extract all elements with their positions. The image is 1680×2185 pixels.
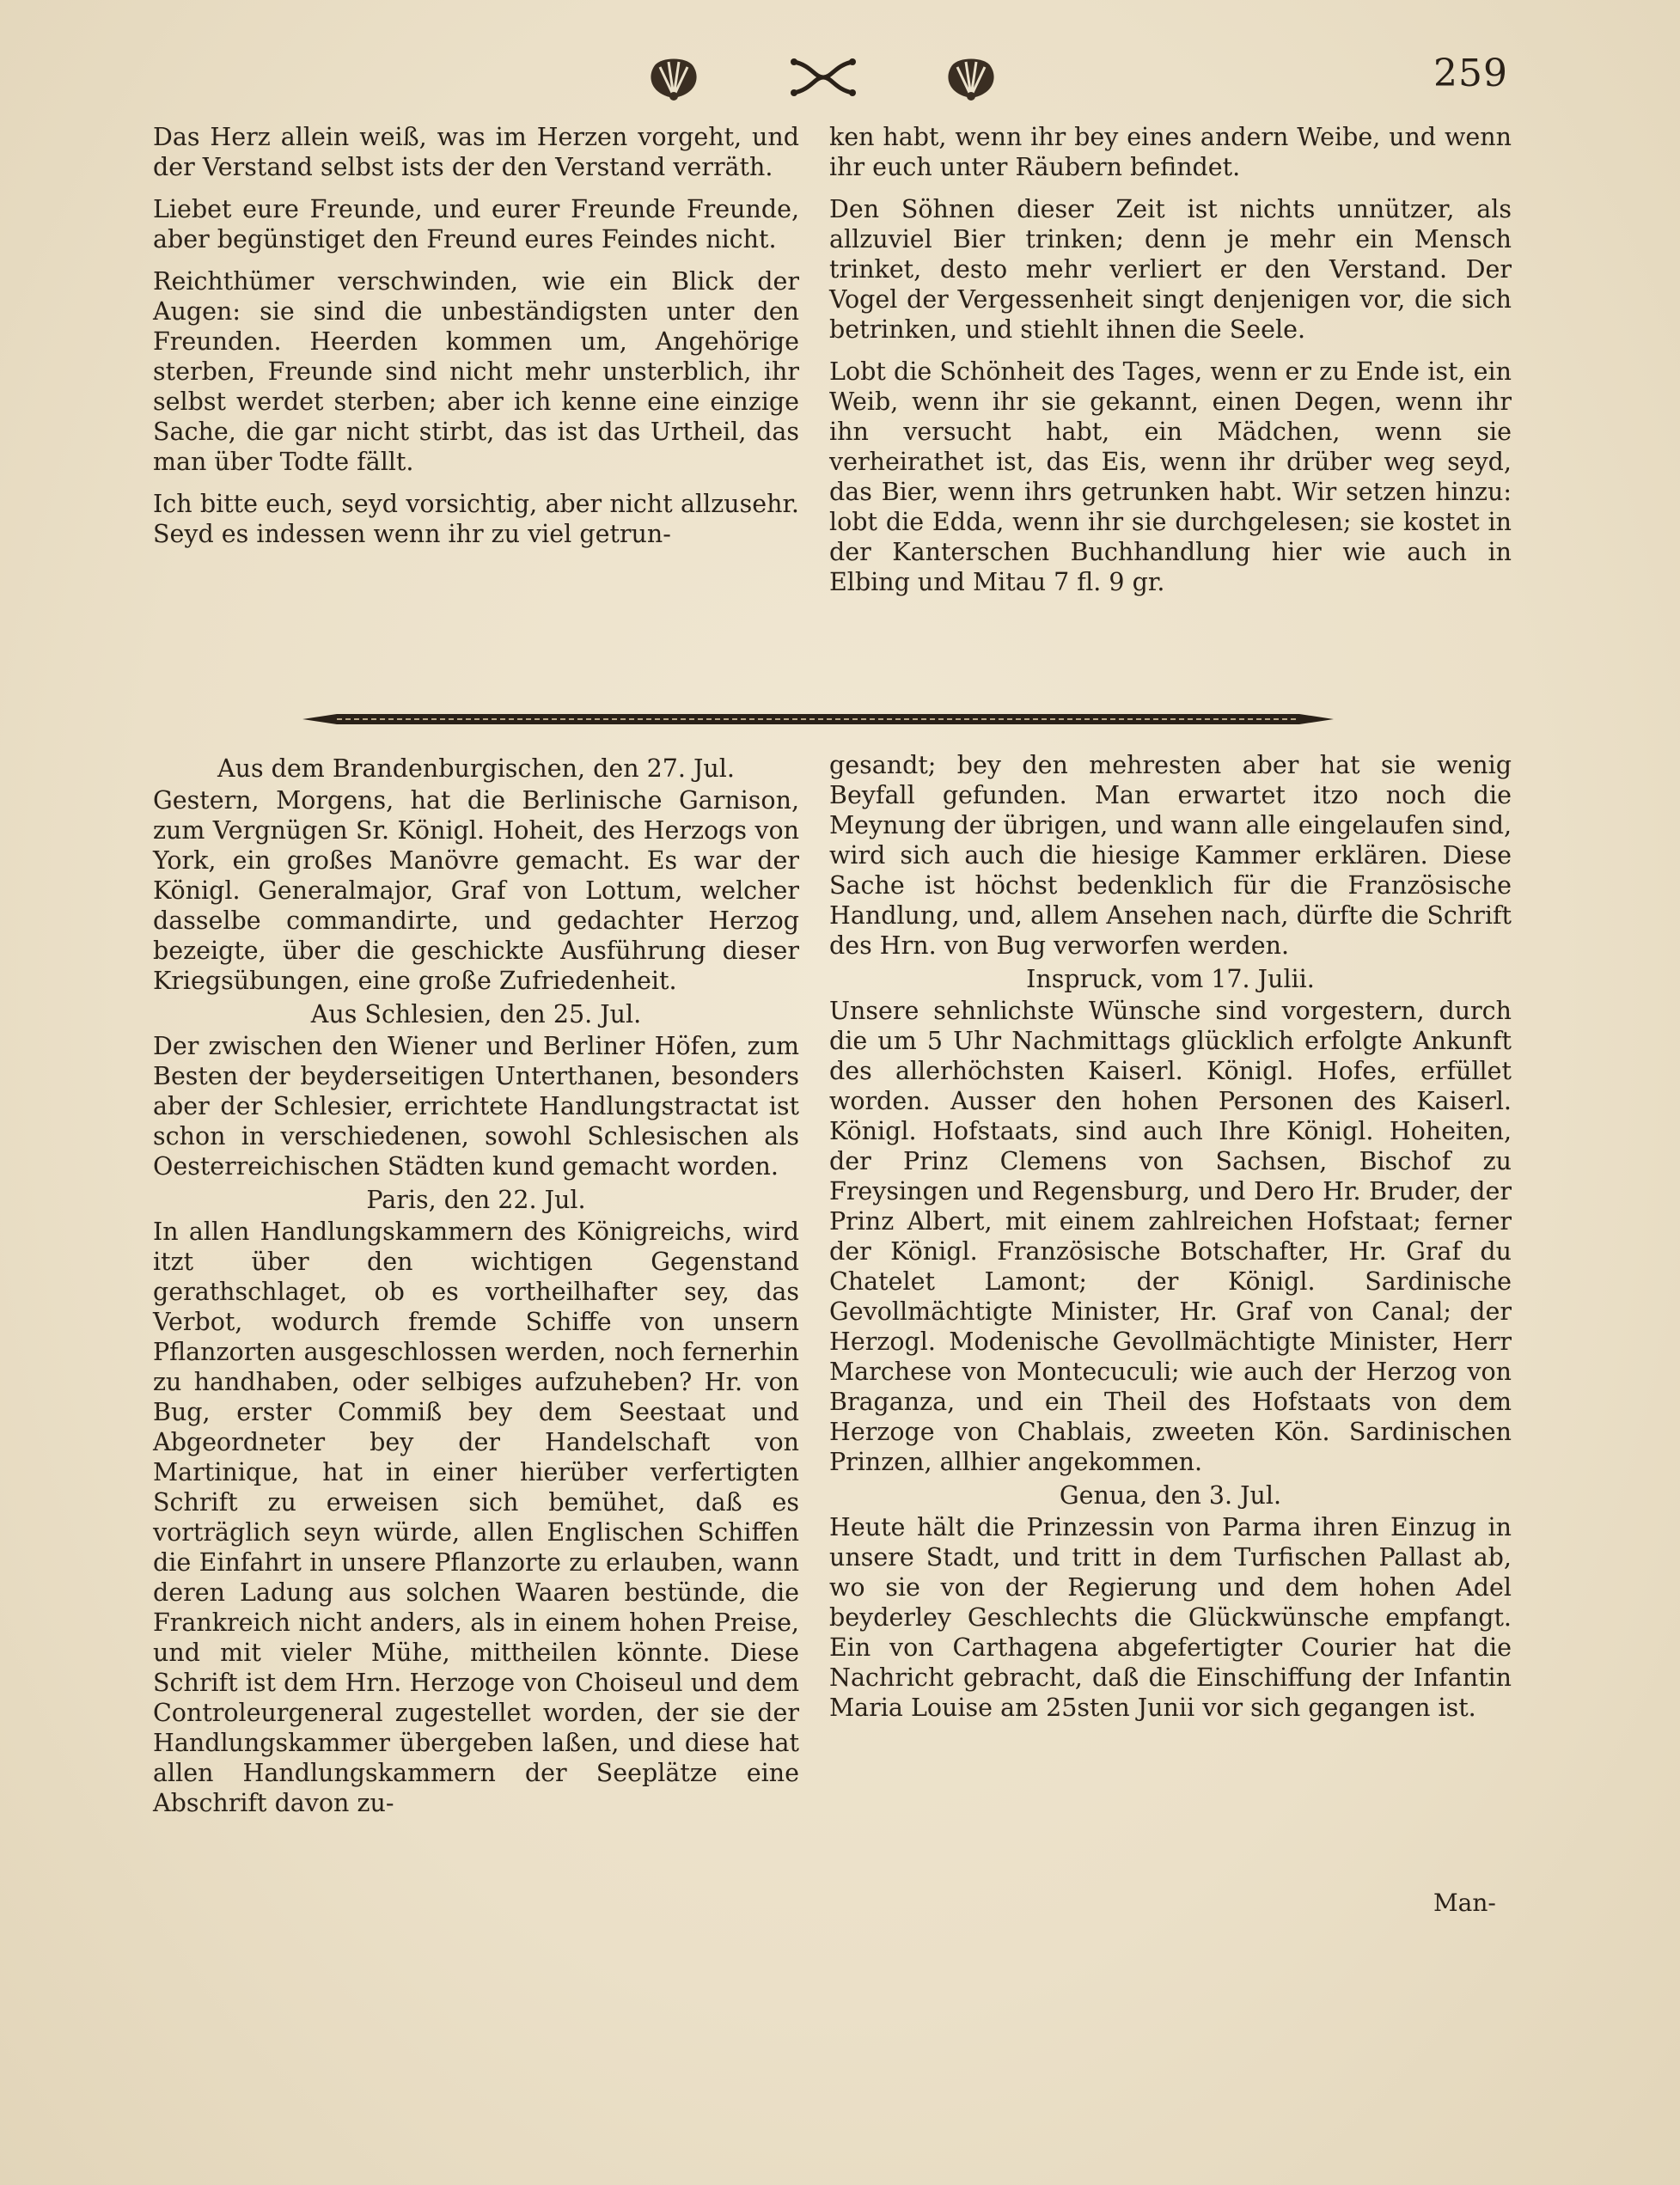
scroll-ornament-icon: [789, 53, 858, 101]
dateline: Genua, den 3. Jul.: [1059, 1481, 1282, 1510]
article-text: In allen Handlungskammern des Königreichs, wird itzt über den wichtigen Gegenstand gerathschlaget, ob es vortheilhafter sey, das Verbot, wodurch fremde Schiffe von unsern Pflanzorten ausgeschlossen werden, noch fernerhin zu handhaben, oder selbiges aufzuheben? Hr. von Bug, erster Commiß bey dem Seestaat und Abgeordneter bey der Handelschaft von Martinique, hat in einer hierüber verfertigten Schrift zu erweisen sich bemühet, daß es vorträglich seyn würde, allen Englischen Schiffen die Einfahrt in unsere Pflanzorte zu erlauben, wann deren Ladung aus solchen Waaren bestünde, die Frankreich nicht anders, als in einem hohen Preise, und mit vieler Mühe, mittheilen könnte. Diese Schrift ist dem Hrn. Herzoge von Choiseul und dem Controleurgeneral zugestellet worden, der sie der Handlungskammer übergeben laßen, und diese hat allen Handlungskammern der Seeplätze eine Abschrift davon zu-: [153, 1218, 799, 1817]
paragraph: Das Herz allein weiß, was im Herzen vorgeht, und der Verstand selbst ists der den Verstand verräth.: [153, 123, 799, 181]
section-divider: [302, 710, 1334, 729]
top-left-column: [153, 122, 799, 561]
page-number: 259: [1433, 52, 1508, 95]
dateline: Aus dem Brandenburgischen, den 27. Jul.: [217, 754, 735, 783]
paragraph: Den Söhnen dieser Zeit ist nichts unnützer, als allzuviel Bier trinken; denn je mehr ein Mensch trinket, desto mehr verliert er den Verstand. Der Vogel der Vergessenheit singt denjenigen vor, die sich betrinken, und stiehlt ihnen die Seele.: [829, 195, 1512, 344]
bottom-right-column: [829, 750, 1512, 1723]
catchword: Man-: [1433, 1889, 1496, 1917]
dateline: Aus Schlesien, den 25. Jul.: [310, 1000, 642, 1028]
article-text: Gestern, Morgens, hat die Berlinische Garnison, zum Vergnügen Sr. Königl. Hoheit, des Herzogs von York, ein großes Manövre gemacht. Es war der Königl. Generalmajor, Graf von Lottum, welcher dasselbe commandirte, und gedachter Herzog bezeigte, über die geschickte Ausführung dieser Kriegsübungen, eine große Zufriedenheit.: [153, 786, 799, 995]
paragraph: Ich bitte euch, seyd vorsichtig, aber nicht allzusehr. Seyd es indessen wenn ihr zu viel getrun-: [153, 490, 799, 548]
top-right-column: [829, 122, 1512, 609]
article-text: Unsere sehnlichste Wünsche sind vorgestern, durch die um 5 Uhr Nachmittags glücklich erfolgte Ankunft des allerhöchsten Kaiserl. Königl. Hofes, erfüllet worden. Ausser den hohen Personen des Kaiserl. Königl. Hofstaats, sind auch Ihre Königl. Hoheiten, der Prinz Clemens von Sachsen, Bischof zu Freysingen und Regensburg, und Dero Hr. Bruder, der Prinz Albert, mit einem zahlreichen Hofstaat; ferner der Königl. Französische Botschafter, Hr. Graf du Chatelet Lamont; der Königl. Sardinische Gevollmächtigte Minister, Hr. Graf von Canal; der Herzogl. Modenische Gevollmächtigte Minister, Herr Marchese von Montecuculi; wie auch der Herzog von Braganza, und ein Theil des Hofstaats von dem Herzoge von Chablais, zweeten Kön. Sardinischen Prinzen, allhier angekommen.: [829, 997, 1512, 1476]
bottom-left-column: [153, 750, 799, 1818]
shell-ornament-icon: [643, 53, 705, 101]
article-text: Heute hält die Prinzessin von Parma ihren Einzug in unsere Stadt, und tritt in dem Turfischen Pallast ab, wo sie von der Regierung und dem hohen Adel beyderley Geschlechts die Glückwünsche empfangt. Ein von Carthagena abgefertigter Courier hat die Nachricht gebracht, daß die Einschiffung der Infantin Maria Louise am 25sten Junii vor sich gegangen ist.: [829, 1513, 1512, 1722]
paragraph: ken habt, wenn ihr bey eines andern Weibe, und wenn ihr euch unter Räubern befindet.: [829, 123, 1512, 181]
paragraph: Liebet eure Freunde, und eurer Freunde Freunde, aber begünstiget den Freund eures Feindes nicht.: [153, 195, 799, 253]
article-text: gesandt; bey den mehresten aber hat sie wenig Beyfall gefunden. Man erwartet itzo noch die Meynung der übrigen, und wann alle eingelaufen sind, wird sich auch die hiesige Kammer erklären. Diese Sache ist höchst bedenklich für die Französische Handlung, und, allem Ansehen nach, dürfte die Schrift des Hrn. von Bug verworfen werden.: [829, 751, 1512, 960]
shell-ornament-icon: [940, 53, 1002, 101]
dateline: Paris, den 22. Jul.: [366, 1186, 586, 1214]
article-text: Der zwischen den Wiener und Berliner Höfen, zum Besten der beyderseitigen Unterthanen, besonders aber der Schlesier, errichtete Handlungstractat ist schon in verschiedenen, sowohl Schlesischen als Oesterreichischen Städten kund gemacht worden.: [153, 1032, 799, 1181]
paragraph: Reichthümer verschwinden, wie ein Blick der Augen: sie sind die unbeständigsten unter den Freunden. Heerden kommen um, Angehörige sterben, Freunde sind nicht mehr unsterblich, ihr selbst werdet sterben; aber ich kenne eine einzige Sache, die gar nicht stirbt, das ist das Urtheil, das man über Todte fällt.: [153, 267, 799, 476]
dateline: Inspruck, vom 17. Julii.: [1026, 965, 1315, 993]
paragraph: Lobt die Schönheit des Tages, wenn er zu Ende ist, ein Weib, wenn ihr sie gekannt, einen Degen, wenn ihr ihn versucht habt, ein Mädchen, wenn sie verheirathet ist, das Eis, wenn ihr drüber weg seyd, das Bier, wenn ihrs getrunken habt. Wir setzen hinzu: lobt die Edda, wenn ihr sie durchgelesen; sie kostet in der Kanterschen Buchhandlung hier wie auch in Elbing und Mitau 7 fl. 9 gr.: [829, 357, 1512, 596]
